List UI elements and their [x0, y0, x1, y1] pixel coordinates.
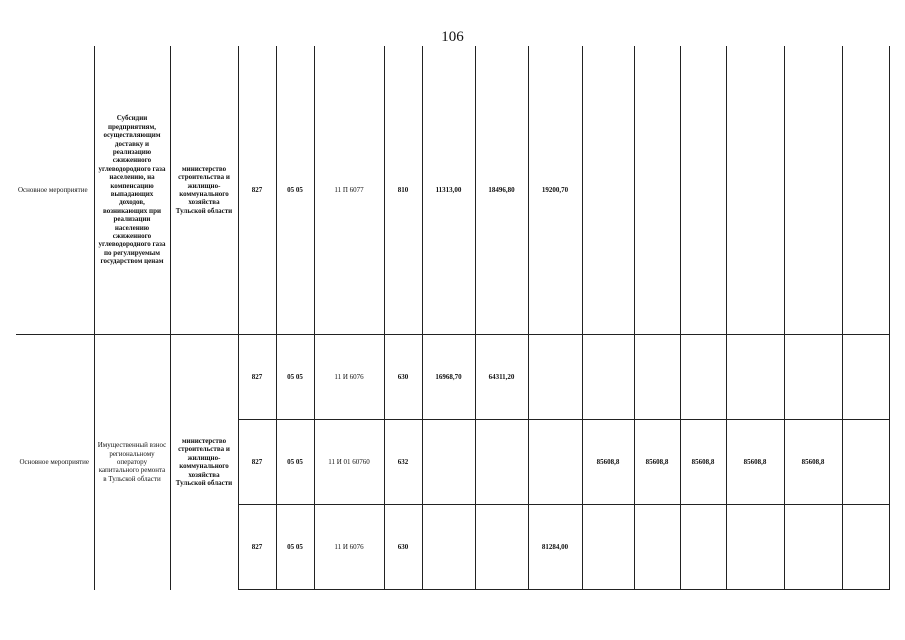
grbs-cell: 827	[238, 46, 276, 335]
event-type-cell: Основное мероприятие	[16, 46, 94, 335]
value-cell	[634, 335, 680, 420]
value-cell	[842, 505, 889, 590]
value-cell	[475, 505, 528, 590]
event-name-cell: Субсидии предприятиям, осуществляющим доставку и реализацию сжиженного углеводородного газа населению, на компенсацию выпадающих доходов, возникающих при реализации населению сжиженного углеводородного газа по регулируемым государством ценам	[94, 46, 170, 335]
value-cell: 85608,8	[634, 420, 680, 505]
value-cell	[726, 335, 784, 420]
value-cell: 85608,8	[680, 420, 726, 505]
value-cell	[634, 505, 680, 590]
vr-cell: 810	[384, 46, 422, 335]
value-cell: 11313,00	[422, 46, 475, 335]
budget-table	[16, 46, 890, 590]
value-cell: 81284,00	[528, 505, 582, 590]
grbs-cell: 827	[238, 420, 276, 505]
responsible-cell: министерство строительства и жилищно-коммунального хозяйства Тульской области	[170, 46, 238, 335]
vr-cell: 630	[384, 505, 422, 590]
value-cell	[528, 335, 582, 420]
value-cell: 85608,8	[784, 420, 842, 505]
csr-cell: 11 И 6076	[314, 335, 384, 420]
value-cell: 64311,20	[475, 335, 528, 420]
value-cell	[582, 46, 634, 335]
value-cell	[842, 335, 889, 420]
value-cell	[726, 505, 784, 590]
value-cell	[528, 420, 582, 505]
csr-cell: 11 И 01 60760	[314, 420, 384, 505]
value-cell: 18496,80	[475, 46, 528, 335]
value-cell	[680, 46, 726, 335]
value-cell	[784, 505, 842, 590]
rzpr-cell: 05 05	[276, 505, 314, 590]
value-cell	[680, 335, 726, 420]
value-cell: 85608,8	[582, 420, 634, 505]
value-cell	[422, 420, 475, 505]
table-row	[16, 46, 889, 335]
value-cell	[582, 335, 634, 420]
value-cell: 19200,70	[528, 46, 582, 335]
rzpr-cell: 05 05	[276, 335, 314, 420]
value-cell	[475, 420, 528, 505]
rzpr-cell: 05 05	[276, 46, 314, 335]
value-cell	[842, 46, 889, 335]
value-cell: 16968,70	[422, 335, 475, 420]
event-type-cell: Основное мероприятие	[16, 335, 94, 590]
value-cell: 85608,8	[726, 420, 784, 505]
grbs-cell: 827	[238, 505, 276, 590]
value-cell	[634, 46, 680, 335]
value-cell	[726, 46, 784, 335]
rzpr-cell: 05 05	[276, 420, 314, 505]
responsible-cell: министерство строительства и жилищно-коммунального хозяйства Тульской области	[170, 335, 238, 590]
value-cell	[784, 335, 842, 420]
csr-cell: 11 П 6077	[314, 46, 384, 335]
page-number: 106	[441, 29, 464, 45]
event-name-cell: Имущественный взнос региональному оператору капитального ремонта в Тульской области	[94, 335, 170, 590]
vr-cell: 632	[384, 420, 422, 505]
value-cell	[582, 505, 634, 590]
csr-cell: 11 И 6076	[314, 505, 384, 590]
table-row	[16, 335, 889, 420]
grbs-cell: 827	[238, 335, 276, 420]
value-cell	[680, 505, 726, 590]
value-cell	[784, 46, 842, 335]
value-cell	[422, 505, 475, 590]
vr-cell: 630	[384, 335, 422, 420]
value-cell	[842, 420, 889, 505]
